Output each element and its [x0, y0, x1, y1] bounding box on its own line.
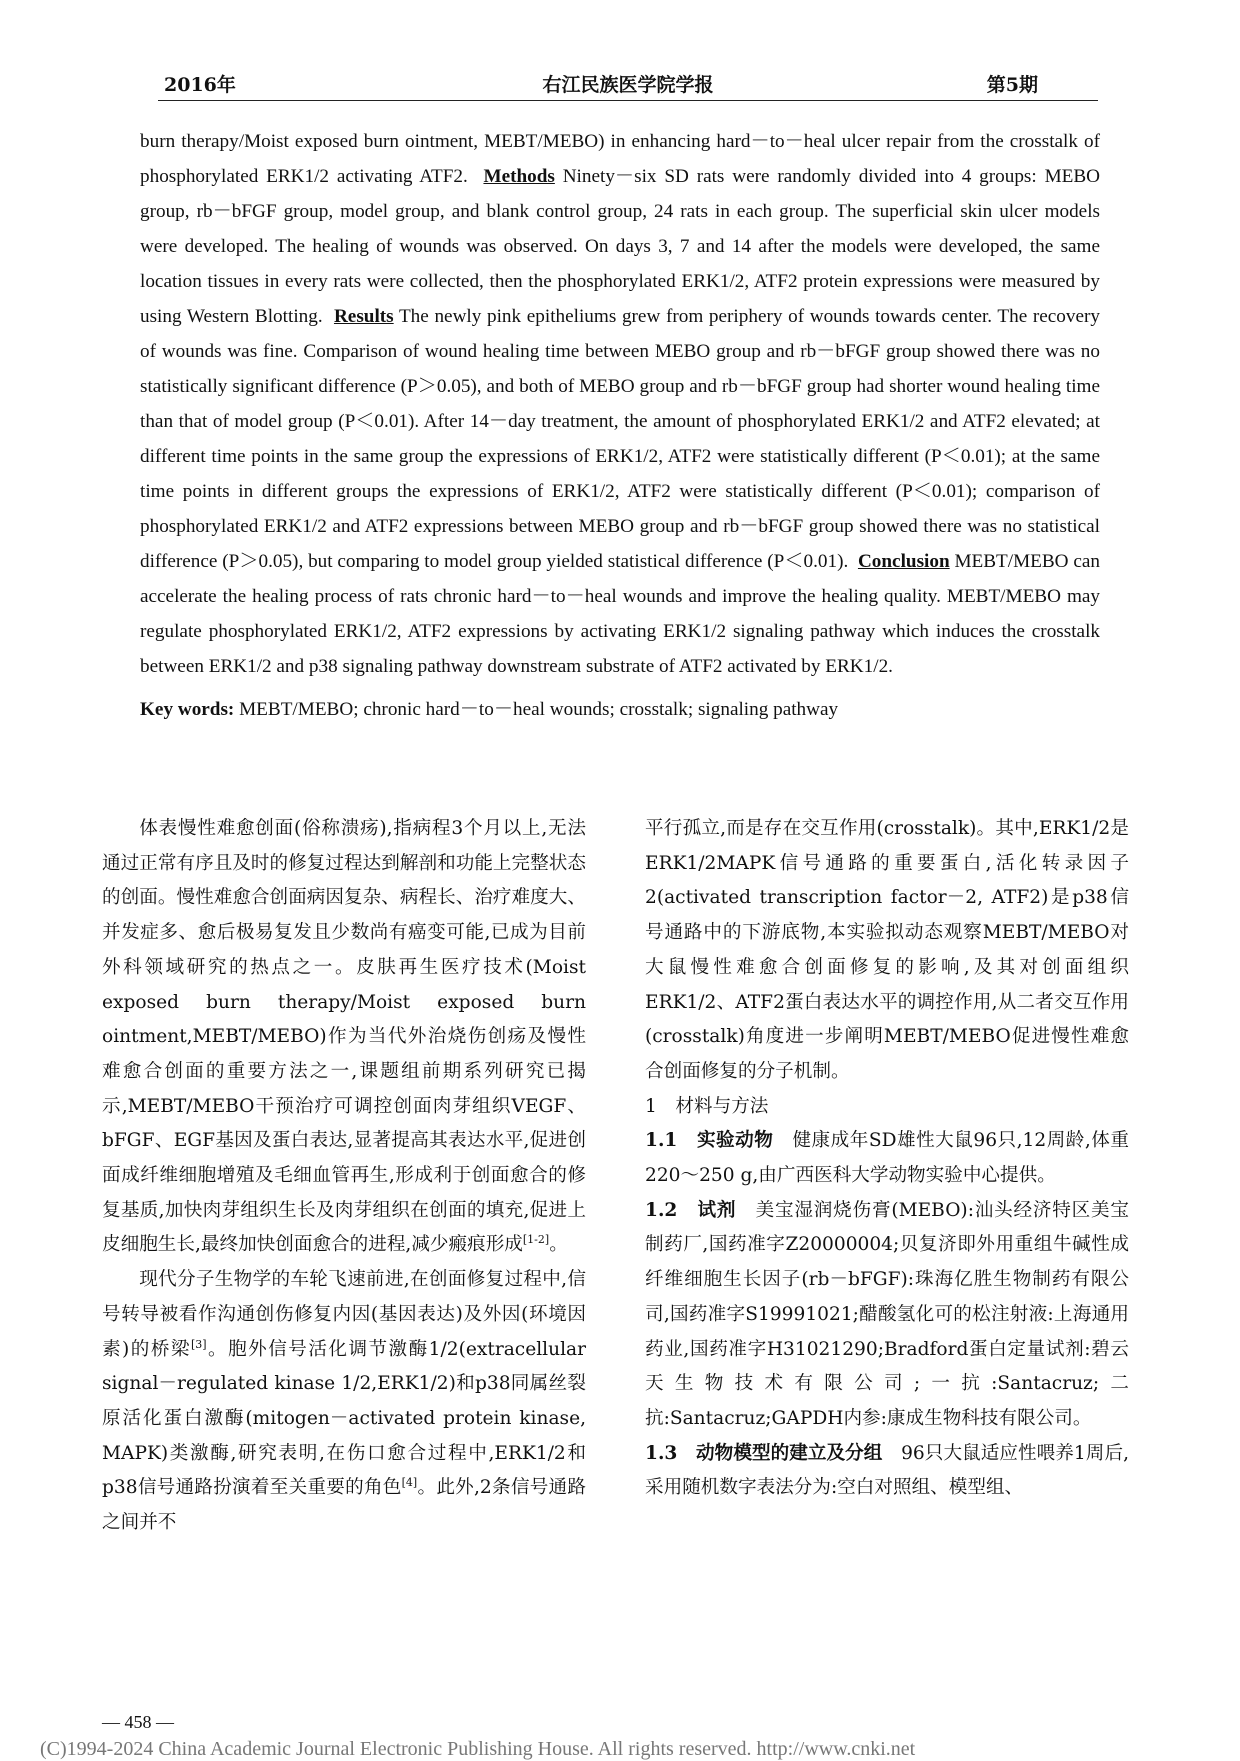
intro-paragraph-2: 现代分子生物学的车轮飞速前进,在创面修复过程中,信号转导被看作沟通创伤修复内因(基因表达)及外因(环境因素)的桥梁[3]。胞外信号活化调节激酶1/2(extracellular signal－regulated kinase 1/2,ERK1/2)和p38同属丝裂原活化蛋白激酶(mitogen－activated protein kinase, MAPK)类激酶,研究表明,在伤口愈合过程中,ERK1/2和p38信号通路扮演着至关重要的角色[4]。此外,2条信号通路之间并不 — [102, 1269, 586, 1534]
keywords-line — [140, 692, 1100, 727]
results-text: The newly pink epitheliums grew from periphery of wounds towards center. The recovery of wounds was fine. Comparison of wound healing time between MEBO group and rb－bFGF group showed there was no statistically significant difference (P＞0.05), and both of MEBO group and rb－bFGF group had shorter wound healing time than that of model group (P＜0.01). After 14－day treatment, the amount of phosphorylated ERK1/2 and ATF2 elevated; at different time points in the same group the expressions of ERK1/2, ATF2 were statistically different (P＜0.01); at the same time points in different groups the expressions of ERK1/2, ATF2 were statistically different (P＜0.01); comparison of phosphorylated ERK1/2 and ATF2 expressions between MEBO group and rb－bFGF group showed there was no statistical difference (P＞0.05), but comparing to model group yielded statistical difference (P＜0.01). — [140, 306, 1100, 572]
citation: [1-2] — [522, 1233, 550, 1247]
body-column-right — [645, 812, 1129, 1506]
citation: [4] — [401, 1476, 418, 1490]
results-label: Results — [333, 306, 394, 327]
citation: [3] — [190, 1337, 207, 1351]
header-issue: 第5期 — [986, 74, 1038, 96]
body-column-left — [102, 812, 586, 1541]
intro-paragraph-1: 体表慢性难愈创面(俗称溃疡),指病程3个月以上,无法通过正常有序且及时的修复过程达到解剖和功能上完整状态的创面。慢性难愈合创面病因复杂、病程长、治疗难度大、并发症多、愈后极易复发且少数尚有癌变可能,已成为目前外科领域研究的热点之一。皮肤再生医疗技术(Moist exposed burn therapy/Moist exposed burn ointment,MEBT/MEBO)作为当代外治烧伤创疡及慢性难愈合创面的重要方法之一,课题组前期系列研究已揭示,MEBT/MEBO干预治疗可调控创面肉芽组织VEGF、bFGF、EGF基因及蛋白表达,显著提高其表达水平,促进创面成纤维细胞增殖及毛细血管再生,形成利于创面愈合的修复基质,加快肉芽组织生长及肉芽组织在创面的填充,促进上皮细胞生长,最终加快创面愈合的进程,减少瘢痕形成[1-2]。 — [102, 818, 586, 1256]
intro-paragraph-2-cont: 平行孤立,而是存在交互作用(crosstalk)。其中,ERK1/2是ERK1/2MAPK信号通路的重要蛋白,活化转录因子2(activated transcription factor－2, ATF2)是p38信号通路中的下游底物,本实验拟动态观察MEBT/MEBO对大鼠慢性难愈合创面修复的影响,及其对创面组织ERK1/2、ATF2蛋白表达水平的调控作用,从二者交互作用(crosstalk)角度进一步阐明MEBT/MEBO促进慢性难愈合创面修复的分子机制。 — [645, 818, 1129, 1082]
section-heading-1: 1 材料与方法 — [645, 1095, 769, 1117]
abstract-paragraph — [140, 124, 1100, 684]
subsection-1-1: 1.1 实验动物 健康成年SD雄性大鼠96只,12周龄,体重220～250 g,由广西医科大学动物实验中心提供。 — [645, 1130, 1129, 1187]
methods-text: Ninety－six SD rats were randomly divided into 4 groups: MEBO group, rb－bFGF group, model group, and blank control group, 24 rats in each group. The superficial skin ulcer models were developed. The healing of wounds was observed. On days 3, 7 and 14 after the models were developed, the same location tissues in every rats were collected, then the phosphorylated ERK1/2, ATF2 protein expressions were measured by using Western Blotting. — [140, 166, 1100, 327]
methods-label: Methods — [483, 166, 555, 187]
running-header — [158, 66, 1098, 100]
conclusion-text: MEBT/MEBO can accelerate the healing process of rats chronic hard－to－heal wounds and improve the healing quality. MEBT/MEBO may regulate phosphorylated ERK1/2, ATF2 expressions by activating ERK1/2 signaling pathway which induces the crosstalk between ERK1/2 and p38 signaling pathway downstream substrate of ATF2 activated by ERK1/2. — [140, 551, 1100, 677]
header-rule — [158, 100, 1098, 101]
header-journal: 右江民族医学院学报 — [542, 74, 714, 96]
copyright-footer: (C)1994-2024 China Academic Journal Electronic Publishing House. All rights reserved. http://www.cnki.net — [40, 1738, 916, 1760]
page-number: — 458 — — [102, 1712, 174, 1732]
subsection-1-2: 1.2 试剂 美宝湿润烧伤膏(MEBO):汕头经济特区美宝制药厂,国药准字Z20000004;贝复济即外用重组牛碱性成纤维细胞生长因子(rb－bFGF):珠海亿胜生物制药有限公司,国药准字S19991021;醋酸氢化可的松注射液:上海通用药业,国药准字H31021290;Bradford蛋白定量试剂:碧云天生物技术有限公司;一抗:Santacruz;二抗:Santacruz;GAPDH内参:康成生物科技有限公司。 — [645, 1199, 1129, 1429]
abstract-background-tail: burn therapy/Moist exposed burn ointment, MEBT/MEBO) in enhancing hard－to－heal ulcer repair from the crosstalk of phosphorylated ERK1/2 activating ATF2. — [140, 131, 1100, 187]
english-abstract — [140, 124, 1100, 727]
keywords-text: MEBT/MEBO; chronic hard－to－heal wounds; crosstalk; signaling pathway — [234, 699, 839, 720]
header-year: 2016年 — [164, 74, 236, 96]
keywords-label: Key words: — [140, 699, 235, 720]
conclusion-label: Conclusion — [857, 551, 950, 572]
subsection-1-3: 1.3 动物模型的建立及分组 96只大鼠适应性喂养1周后,采用随机数字表法分为:空白对照组、模型组、 — [645, 1442, 1129, 1499]
